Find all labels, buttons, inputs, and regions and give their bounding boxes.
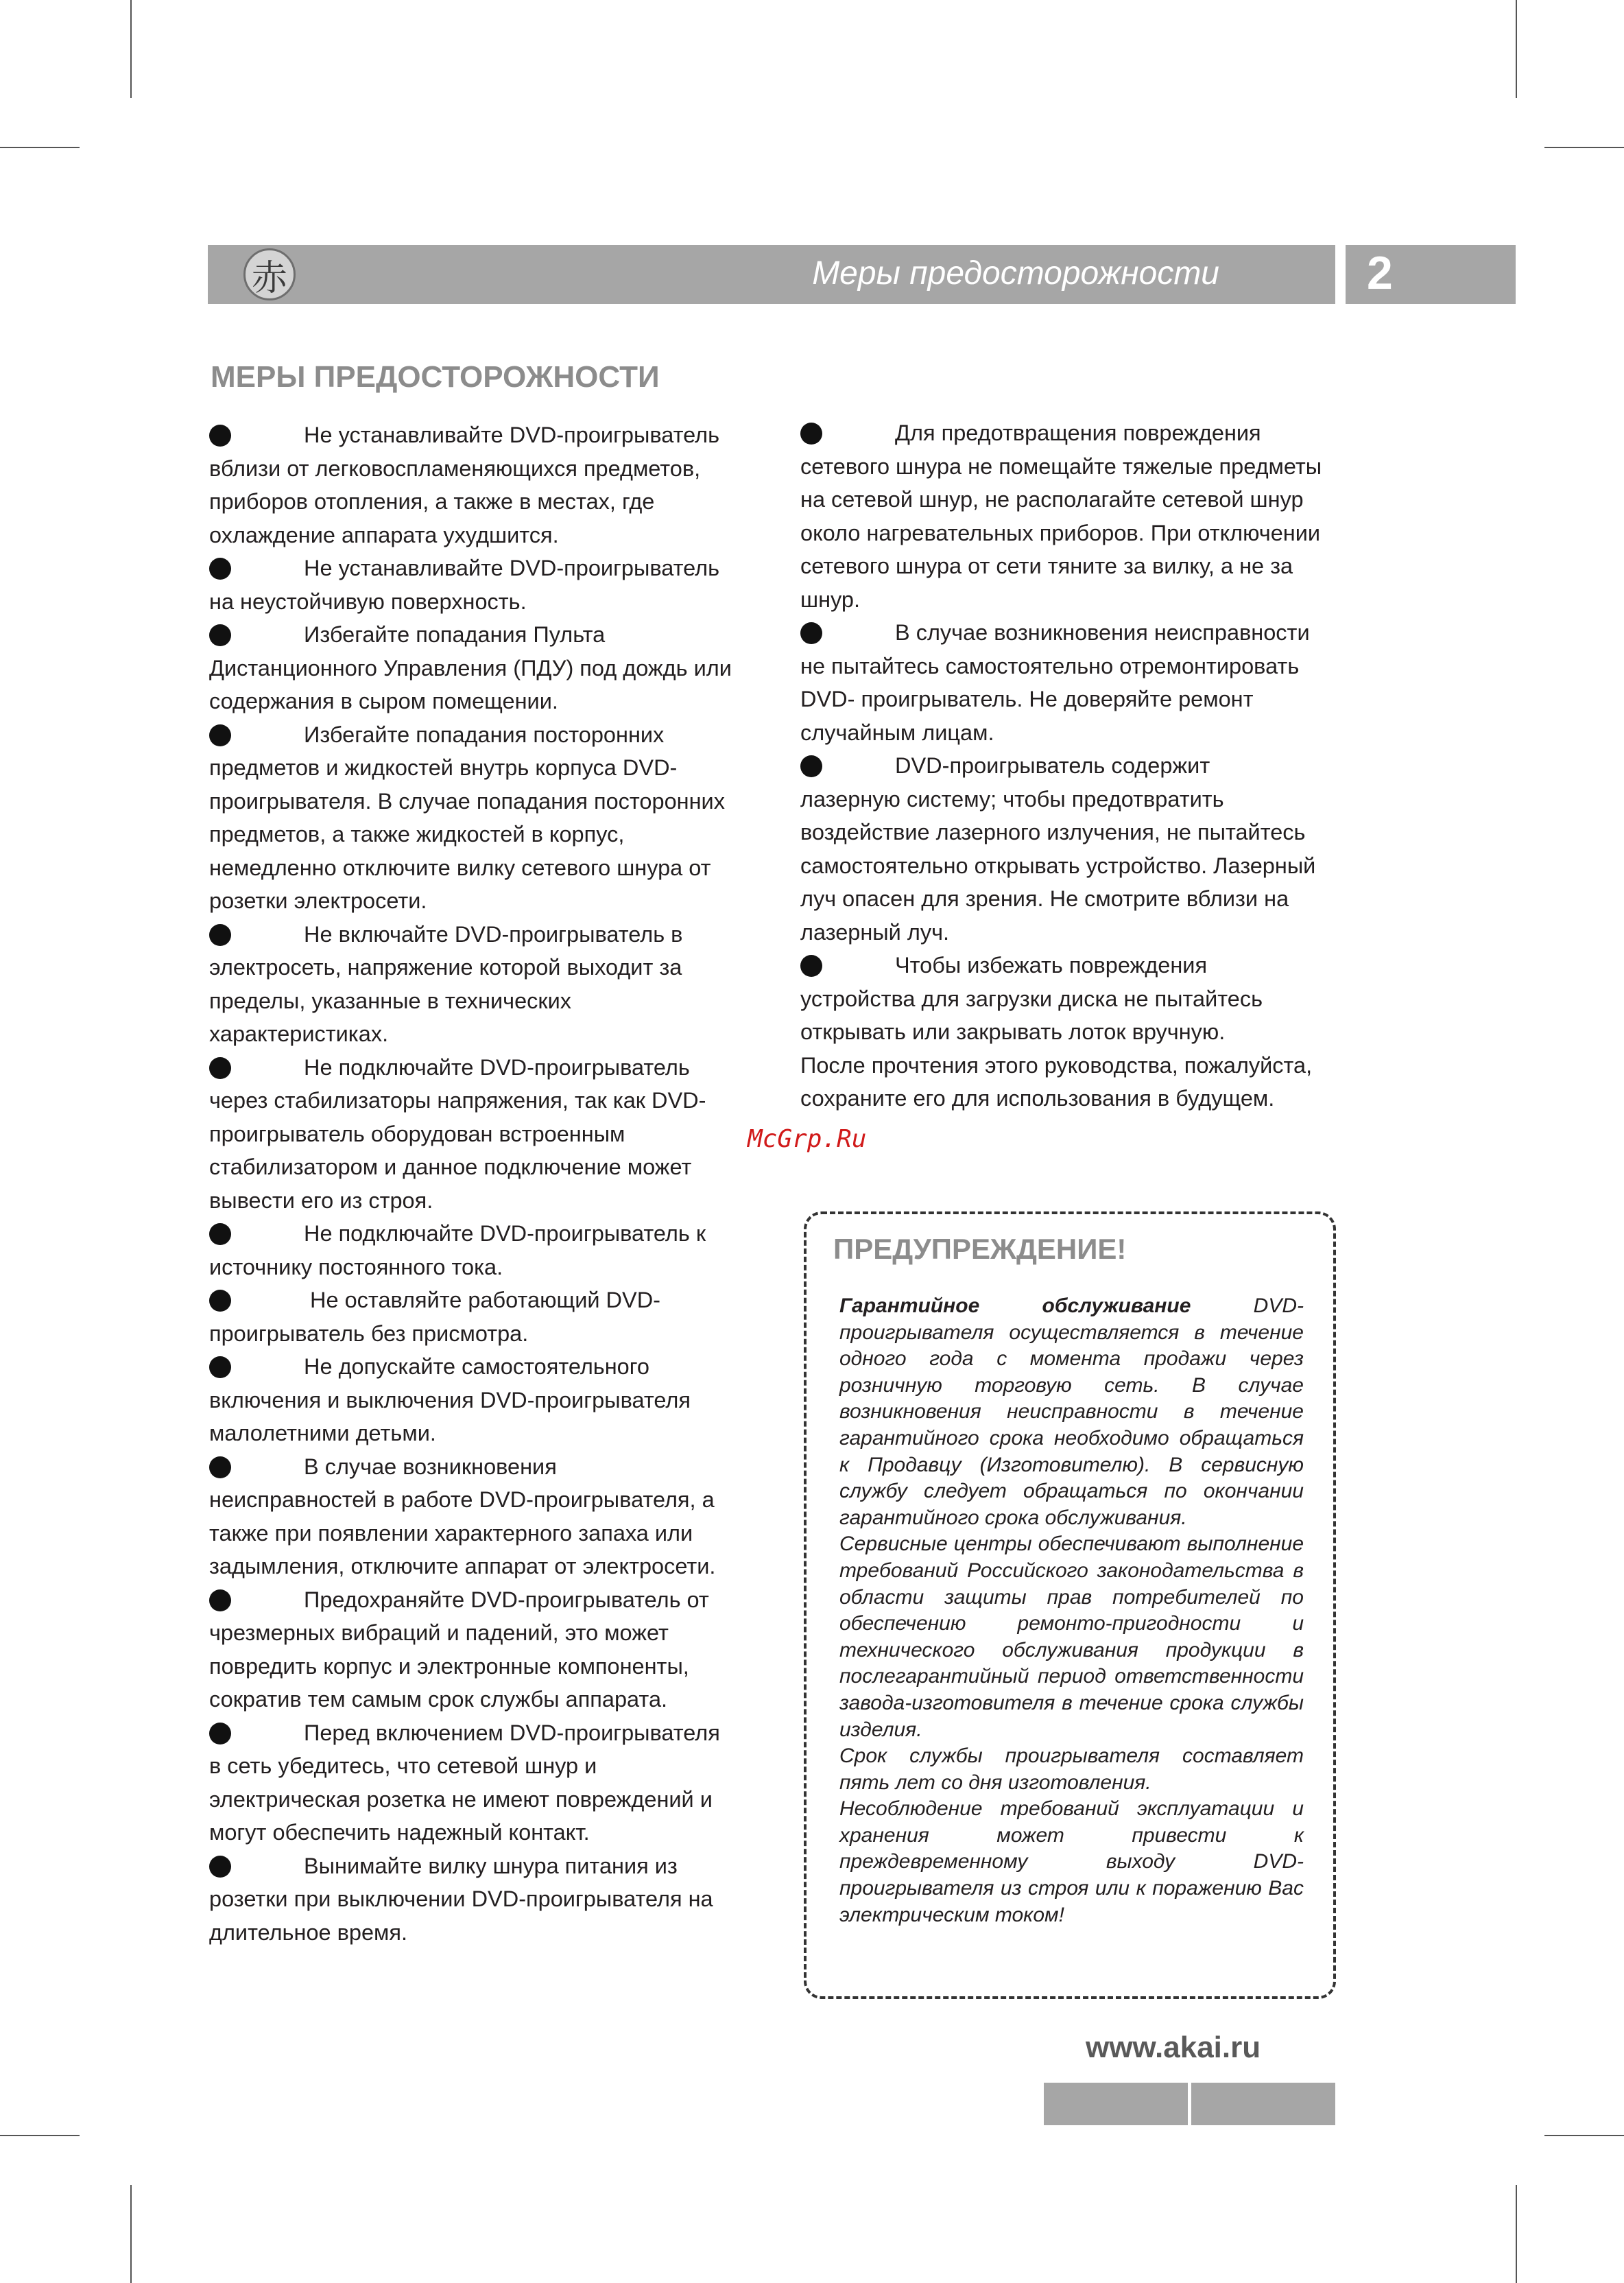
precaution-lead: Не допускайте самостоятельного: [304, 1354, 649, 1379]
precaution-text: вблизи от легковоспламеняющихся предметов, приборов отопления, а также в местах, где охлаждение аппарата ухудшится.: [209, 456, 701, 547]
precaution-text: не пытайтесь самостоятельно отремонтировать DVD- проигрыватель. Не доверяйте ремонт случайным лицам.: [800, 653, 1300, 745]
precaution-lead: Перед включением DVD-проигрывателя: [304, 1720, 720, 1745]
bullet-icon: [209, 1589, 231, 1611]
header-title: Меры предосторожности: [812, 255, 1219, 292]
bullet-icon: [800, 955, 822, 977]
bullet-icon: [209, 924, 231, 946]
closing-note: После прочтения этого руководства, пожалуйста, сохраните его для использования в будущем.: [800, 1052, 1313, 1111]
precaution-lead: Вынимайте вилку шнура питания из: [304, 1853, 678, 1878]
warning-paragraph: [839, 1293, 1304, 1531]
precaution-item: [209, 1450, 751, 1583]
bullet-icon: [209, 1723, 231, 1744]
watermark: McGrp.Ru: [748, 1125, 867, 1153]
precaution-item: [209, 718, 751, 918]
precaution-item: [209, 918, 751, 1051]
precaution-item: [800, 949, 1342, 1049]
bullet-icon: [209, 1456, 231, 1478]
precaution-item: [800, 749, 1342, 949]
precaution-lead: Для предотвращения повреждения: [895, 421, 1261, 445]
precaution-item: [209, 418, 751, 552]
precaution-lead: Не подключайте DVD-проигрыватель к: [304, 1221, 706, 1246]
bullet-icon: [800, 423, 822, 445]
precaution-lead: Не оставляйте работающий DVD-: [304, 1288, 660, 1312]
right-column: [800, 416, 1342, 1115]
precaution-item: [209, 552, 751, 618]
warning-paragraph: Несоблюдение требований эксплуатации и хранения может привести к преждевременному выходу DVD-проигрывателя из строя или к поражению Вас электрическим током!: [839, 1797, 1304, 1926]
precaution-item: [209, 618, 751, 718]
precaution-item: [209, 1716, 751, 1849]
left-column: [209, 418, 751, 1949]
precaution-item: [209, 1583, 751, 1716]
precaution-lead: Не включайте DVD-проигрыватель в: [304, 921, 683, 947]
crop-mark: [130, 0, 132, 98]
warning-text: [839, 1293, 1304, 1928]
crop-mark: [1516, 2185, 1517, 2283]
precaution-lead: Избегайте попадания Пульта: [304, 622, 606, 647]
precaution-lead: Чтобы избежать повреждения: [895, 953, 1208, 978]
bullet-icon: [209, 724, 231, 746]
section-title: МЕРЫ ПРЕДОСТОРОЖНОСТИ: [211, 360, 660, 394]
precaution-text: через стабилизаторы напряжения, так как DVD-проигрыватель оборудован встроенным стабилизатором и данное подключение может вывести его из строя.: [209, 1088, 706, 1213]
precaution-lead: В случае возникновения неисправности: [895, 620, 1310, 645]
crop-mark: [130, 2185, 132, 2283]
logo-glyph: 赤: [251, 257, 287, 299]
precaution-text: неисправностей в работе DVD-проигрывателя, а также при появлении характерного запаха или задымления, отключите аппарат от электросети.: [209, 1487, 716, 1578]
precaution-text: сетевого шнура не помещайте тяжелые предметы на сетевой шнур, не располагайте сетевой шнур около нагревательных приборов. При отключении сетевого шнура от сети тяните за вилку, а не за шнур.: [800, 453, 1322, 612]
precaution-text: в сеть убедитесь, что сетевой шнур и электрическая розетка не имеют повреждений и могут обеспечить надежный контакт.: [209, 1753, 713, 1845]
bullet-icon: [800, 755, 822, 777]
precaution-text: Дистанционного Управления (ПДУ) под дождь или содержания в сыром помещении.: [209, 655, 732, 713]
precaution-lead: DVD-проигрыватель содержит: [895, 753, 1210, 778]
bullet-icon: [209, 1856, 231, 1878]
bullet-icon: [209, 1223, 231, 1245]
bullet-icon: [209, 425, 231, 447]
precaution-lead: Не устанавливайте DVD-проигрыватель: [304, 423, 720, 447]
precaution-lead: В случае возникновения: [304, 1454, 557, 1479]
brand-logo-icon: [243, 248, 296, 300]
precaution-item: [209, 1849, 751, 1950]
crop-mark: [1544, 2135, 1624, 2136]
warning-paragraph: Срок службы проигрывателя составляет пять лет со дня изготовления.: [839, 1744, 1304, 1794]
website-link[interactable]: www.akai.ru: [1086, 2031, 1261, 2064]
bullet-icon: [209, 624, 231, 646]
precaution-text: чрезмерных вибраций и падений, это может повредить корпус и электронные компоненты, сократив тем самым срок службы аппарата.: [209, 1620, 689, 1712]
bullet-icon: [209, 1057, 231, 1079]
crop-mark: [0, 2135, 80, 2136]
precaution-lead: Не подключайте DVD-проигрыватель: [304, 1054, 690, 1080]
warning-p1-text: DVD-проигрывателя осуществляется в течение одного года с момента продажи через розничную торговую сеть. В случае возникновения неисправности в течение гарантийного срока необходимо обращаться к Продавцу (Изготовителю). В сервисную службу следует обращаться по окончании гарантийного срока обслуживания.: [839, 1294, 1304, 1529]
precaution-item: [209, 1284, 751, 1350]
precaution-text: источнику постоянного тока.: [209, 1254, 503, 1279]
crop-mark: [1516, 0, 1517, 98]
footer-block: [1044, 2083, 1188, 2125]
bullet-icon: [209, 1356, 231, 1378]
precaution-text: предметов и жидкостей внутрь корпуса DVD-проигрывателя. В случае попадания посторонних предметов, а также жидкостей в корпус, немедленно отключите вилку сетевого шнура от розетки электросети.: [209, 755, 725, 913]
bullet-icon: [209, 558, 231, 580]
precaution-text: включения и выключения DVD-проигрывателя малолетними детьми.: [209, 1387, 691, 1445]
precaution-text: устройства для загрузки диска не пытайтесь открывать или закрывать лоток вручную.: [800, 986, 1263, 1044]
footer-block: [1191, 2083, 1335, 2125]
precaution-text: розетки при выключении DVD-проигрывателя на длительное время.: [209, 1886, 713, 1945]
precaution-item: [209, 1051, 751, 1218]
warning-title: ПРЕДУПРЕЖДЕНИЕ!: [833, 1233, 1127, 1265]
precaution-lead: Не устанавливайте DVD-проигрыватель: [304, 556, 720, 580]
crop-mark: [0, 147, 80, 148]
bullet-icon: [800, 622, 822, 644]
bullet-icon: [209, 1290, 231, 1312]
precaution-text: лазерную систему; чтобы предотвратить воздействие лазерного излучения, не пытайтесь самостоятельно открывать устройство. Лазерный луч опасен для зрения. Не смотрите вблизи на лазерный луч.: [800, 786, 1316, 945]
precaution-lead: Избегайте попадания посторонних: [304, 722, 665, 747]
precaution-item: [209, 1217, 751, 1284]
precaution-item: [800, 416, 1342, 616]
warning-paragraph: Сервисные центры обеспечивают выполнение требований Российского законодательства в области защиты прав потребителей по обеспечению ремонто-пригодности и технического обслуживания продукции в послегарантийный период ответственности завода-изготовителя в течение срока службы изделия.: [839, 1533, 1304, 1741]
precaution-item: [800, 616, 1342, 749]
precaution-item: [209, 1350, 751, 1450]
precaution-text: электросеть, напряжение которой выходит за пределы, указанные в технических характеристиках.: [209, 955, 682, 1046]
warning-bold-lead: Гарантийное обслуживание: [839, 1294, 1191, 1317]
precaution-text: на неустойчивую поверхность.: [209, 589, 527, 614]
crop-mark: [1544, 147, 1624, 148]
precaution-text: проигрыватель без присмотра.: [209, 1321, 529, 1346]
page-number: 2: [1367, 247, 1393, 299]
precaution-lead: Предохраняйте DVD-проигрыватель от: [304, 1587, 709, 1612]
